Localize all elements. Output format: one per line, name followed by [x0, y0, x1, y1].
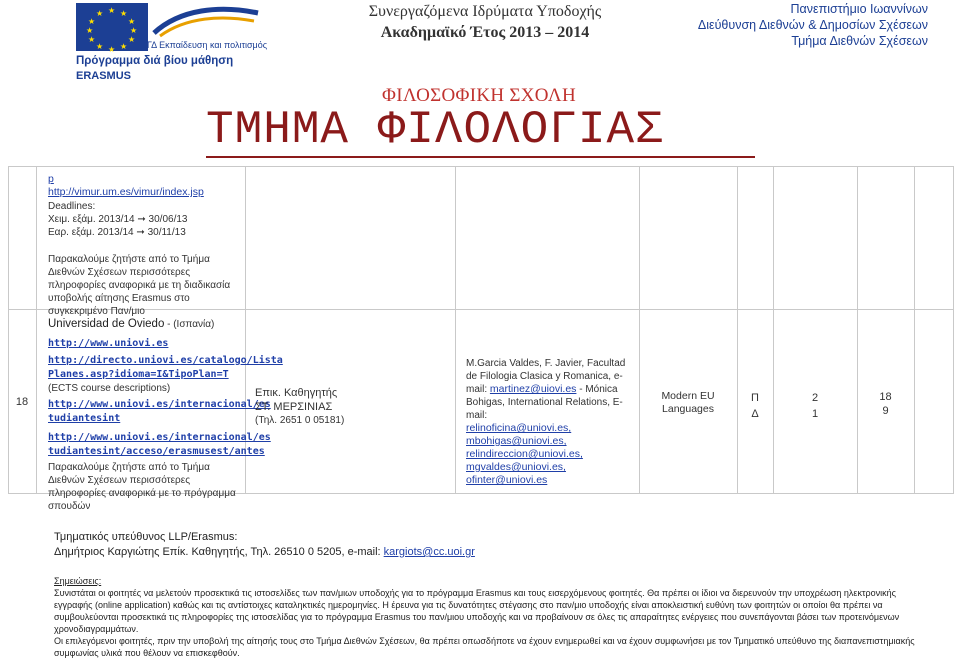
col-divider — [737, 166, 738, 493]
llp-caption: ΓΔ Εκπαίδευση και πολιτισμός — [147, 40, 268, 50]
directorate-name: Διεύθυνση Διεθνών & Δημοσίων Σχέσεων — [697, 18, 928, 32]
header-right — [698, 1, 928, 49]
coordinator-details: Δημήτριος Καργιώτης Επίκ. Καθηγητής, Τηλ. 26510 0 5205, e-mail: kargiots@cc.uoi.gr — [54, 546, 475, 558]
contact-email-relindireccion[interactable]: relindireccion@uniovi.es, — [466, 448, 583, 460]
erasmus-access-link-block — [48, 431, 271, 459]
contact-intro: M.Garcia Valdes, F. Javier, Facultad de Filologia Clasica y Romanica, e-mail: — [466, 358, 626, 395]
col-divider — [857, 166, 858, 493]
coordinator-label: Τμηματικός υπεύθυνος LLP/Erasmus: — [54, 531, 238, 543]
prev-row-fragment: p — [48, 173, 54, 185]
contact-email-mbohigas[interactable]: mbohigas@uniovi.es, — [466, 435, 567, 447]
coordinator-cell — [255, 386, 450, 428]
deadline-spring: Εαρ. εξάμ. 2013/14 ➞ 30/11/13 — [48, 227, 186, 238]
header-academic-year: Ακαδημαϊκό Έτος 2013 – 2014 — [380, 24, 590, 41]
notes-label: Σημειώσεις: — [54, 576, 102, 586]
header-title: Συνεργαζόμενα Ιδρύματα Υποδοχής — [368, 3, 602, 20]
faculty-title: ΦΙΛΟΣΟΦΙΚΗ ΣΧΟΛΗ — [382, 85, 577, 106]
col-divider — [455, 166, 456, 493]
university-name: Πανεπιστήμιο Ιωαννίνων — [790, 2, 928, 16]
prev-row-note: Παρακαλούμε ζητήστε από το Τμήμα Διεθνών Σχέσεων περισσότερες πληροφορίες αναφορικά με τη διαδικασία υποβολής αίτησης Erasmus στο συγκεκριμένο Παν/μιο — [48, 254, 231, 317]
col-divider — [914, 166, 915, 493]
institution-note: Παρακαλούμε ζητήστε από το Τμήμα Διεθνών Σχέσεων περισσότερες πληροφορίες αναφορικά με το πρόγραμμα σπουδών — [48, 462, 236, 512]
prev-row-link[interactable]: http://vimur.um.es/vimur/index.jsp — [48, 186, 204, 198]
coordinator-title: Επικ. Καθηγητής — [255, 387, 338, 399]
office-name: Τμήμα Διεθνών Σχέσεων — [791, 34, 928, 48]
row-number: 18 — [15, 396, 29, 408]
department-coordinator — [54, 530, 475, 560]
course-catalog-link-part2[interactable]: Planes.asp?idioma=I&TipoPlan=T — [48, 369, 229, 380]
coordinator-phone: (Τηλ. 2651 0 05181) — [255, 415, 345, 426]
arrow-right-icon: ➞ — [136, 227, 145, 238]
notes-text-2: Οι επιλεγόμενοι φοιτητές, πριν την υποβολή της αίτησής τους στο Τμήμα Διεθνών Σχέσεων, θα πρέπει οπωσδήποτε να έχουν ενημερωθεί και να έχουν συμφωνήσει με τον Τμηματικό υπεύθυνο της διαπανεπιστημιακής συμφωνίας υλικά που θέλουν να επισκεφθούν. — [54, 636, 915, 658]
deadline-winter: Χειμ. εξάμ. 2013/14 ➞ 30/06/13 — [48, 214, 188, 225]
international-students-link-block — [48, 398, 271, 426]
arrow-right-icon: ➞ — [137, 214, 146, 225]
student-count: 2 1 — [811, 392, 819, 420]
department-title: ΤΜΗΜΑ ΦΙΛΟΛΟΓΙΑΣ — [206, 104, 755, 158]
course-catalog — [48, 354, 283, 395]
erasmus-access-link-part1[interactable]: http://www.uniovi.es/internacional/es — [48, 432, 271, 443]
contact-email-mgvaldes[interactable]: mgvaldes@uniovi.es, ofinter@uniovi.es — [466, 461, 566, 486]
institution-name: Universidad de Oviedo — [48, 318, 165, 330]
col-divider — [773, 166, 774, 493]
col-divider — [36, 166, 37, 493]
llp-erasmus-label: ERASMUS — [76, 70, 132, 82]
erasmus-access-link-part2[interactable]: tudiantesint/acceso/erasmusest/antes — [48, 446, 265, 457]
international-students-link-part2[interactable]: tudiantesint — [48, 413, 121, 424]
subject-area: Modern EU Languages — [661, 390, 715, 415]
course-catalog-note: (ECTS course descriptions) — [48, 383, 171, 394]
course-catalog-link-part1[interactable]: http://directo.uniovi.es/catalogo/Lista — [48, 355, 283, 366]
header-center — [330, 1, 640, 43]
prev-row-info — [48, 173, 242, 318]
institution-website-link[interactable]: http://www.uniovi.es — [48, 338, 169, 349]
llp-program-title: Πρόγραμμα διά βίου μάθηση — [76, 55, 234, 67]
contact-email-martinez[interactable]: martinez@uiovi.es — [489, 383, 577, 395]
coordinator-email-link[interactable]: kargiots@cc.uoi.gr — [383, 546, 475, 558]
contact-email-relinoficina[interactable]: relinoficina@uniovi.es, — [466, 422, 572, 434]
eu-flag-logo: ★ ★ ★ ★ ★ ★ ★ ★ ★ ★ ★ ★ — [76, 3, 148, 51]
mobility-months: 18 9 — [879, 391, 892, 417]
institution-title — [48, 318, 244, 331]
institution-cell — [48, 318, 283, 513]
contact-mid: - Mónica Bohigas, International Relations, E-mail: — [466, 384, 623, 421]
notes-section — [54, 575, 920, 659]
contact-cell — [466, 357, 636, 487]
coordinator-name: ΣΤ. ΜΕΡΣΙΝΙΑΣ — [255, 401, 333, 413]
notes-text: Συνιστάται οι φοιτητές να μελετούν προσεκτικά τις ιστοσελίδες των παν/μιων υποδοχής για το πρόγραμμα Erasmus και τους εισερχόμενους φοιτητές. Θα πρέπει οι ίδιοι να διερευνούν την υποχρέωση ηλεκτρονικής εγγραφής (online application) καθώς και τις αντίστοιχες καταληκτικές ημερομηνίες. Η έρευνα για τις δυνατότητες στέγασης στο παν/μιο υποδοχής είναι αποκλειστική ευθύνη των φοιτητών οι οποίοι θα πρέπει να συμβουλεύονται προσεκτικά τις πληροφορίες της ιστοσελίδας για το πρόγραμμα Erasmus του παν/μιου υποδοχής και να προβαίνουν σε όλες τις απαραίτητες ενέργειες που συνεπάγονται βάσει των προτεινόμενων χρονοδιαγραμμάτων. — [54, 588, 900, 634]
col-divider — [639, 166, 640, 493]
llp-swoosh-logo — [150, 3, 262, 39]
institution-country: - (Ισπανία) — [164, 319, 215, 330]
study-level: Π Δ — [751, 392, 759, 420]
international-students-link-part1[interactable]: http://www.uniovi.es/internacional/es — [48, 399, 271, 410]
col-divider — [245, 166, 246, 493]
deadlines-label: Deadlines: — [48, 201, 96, 212]
